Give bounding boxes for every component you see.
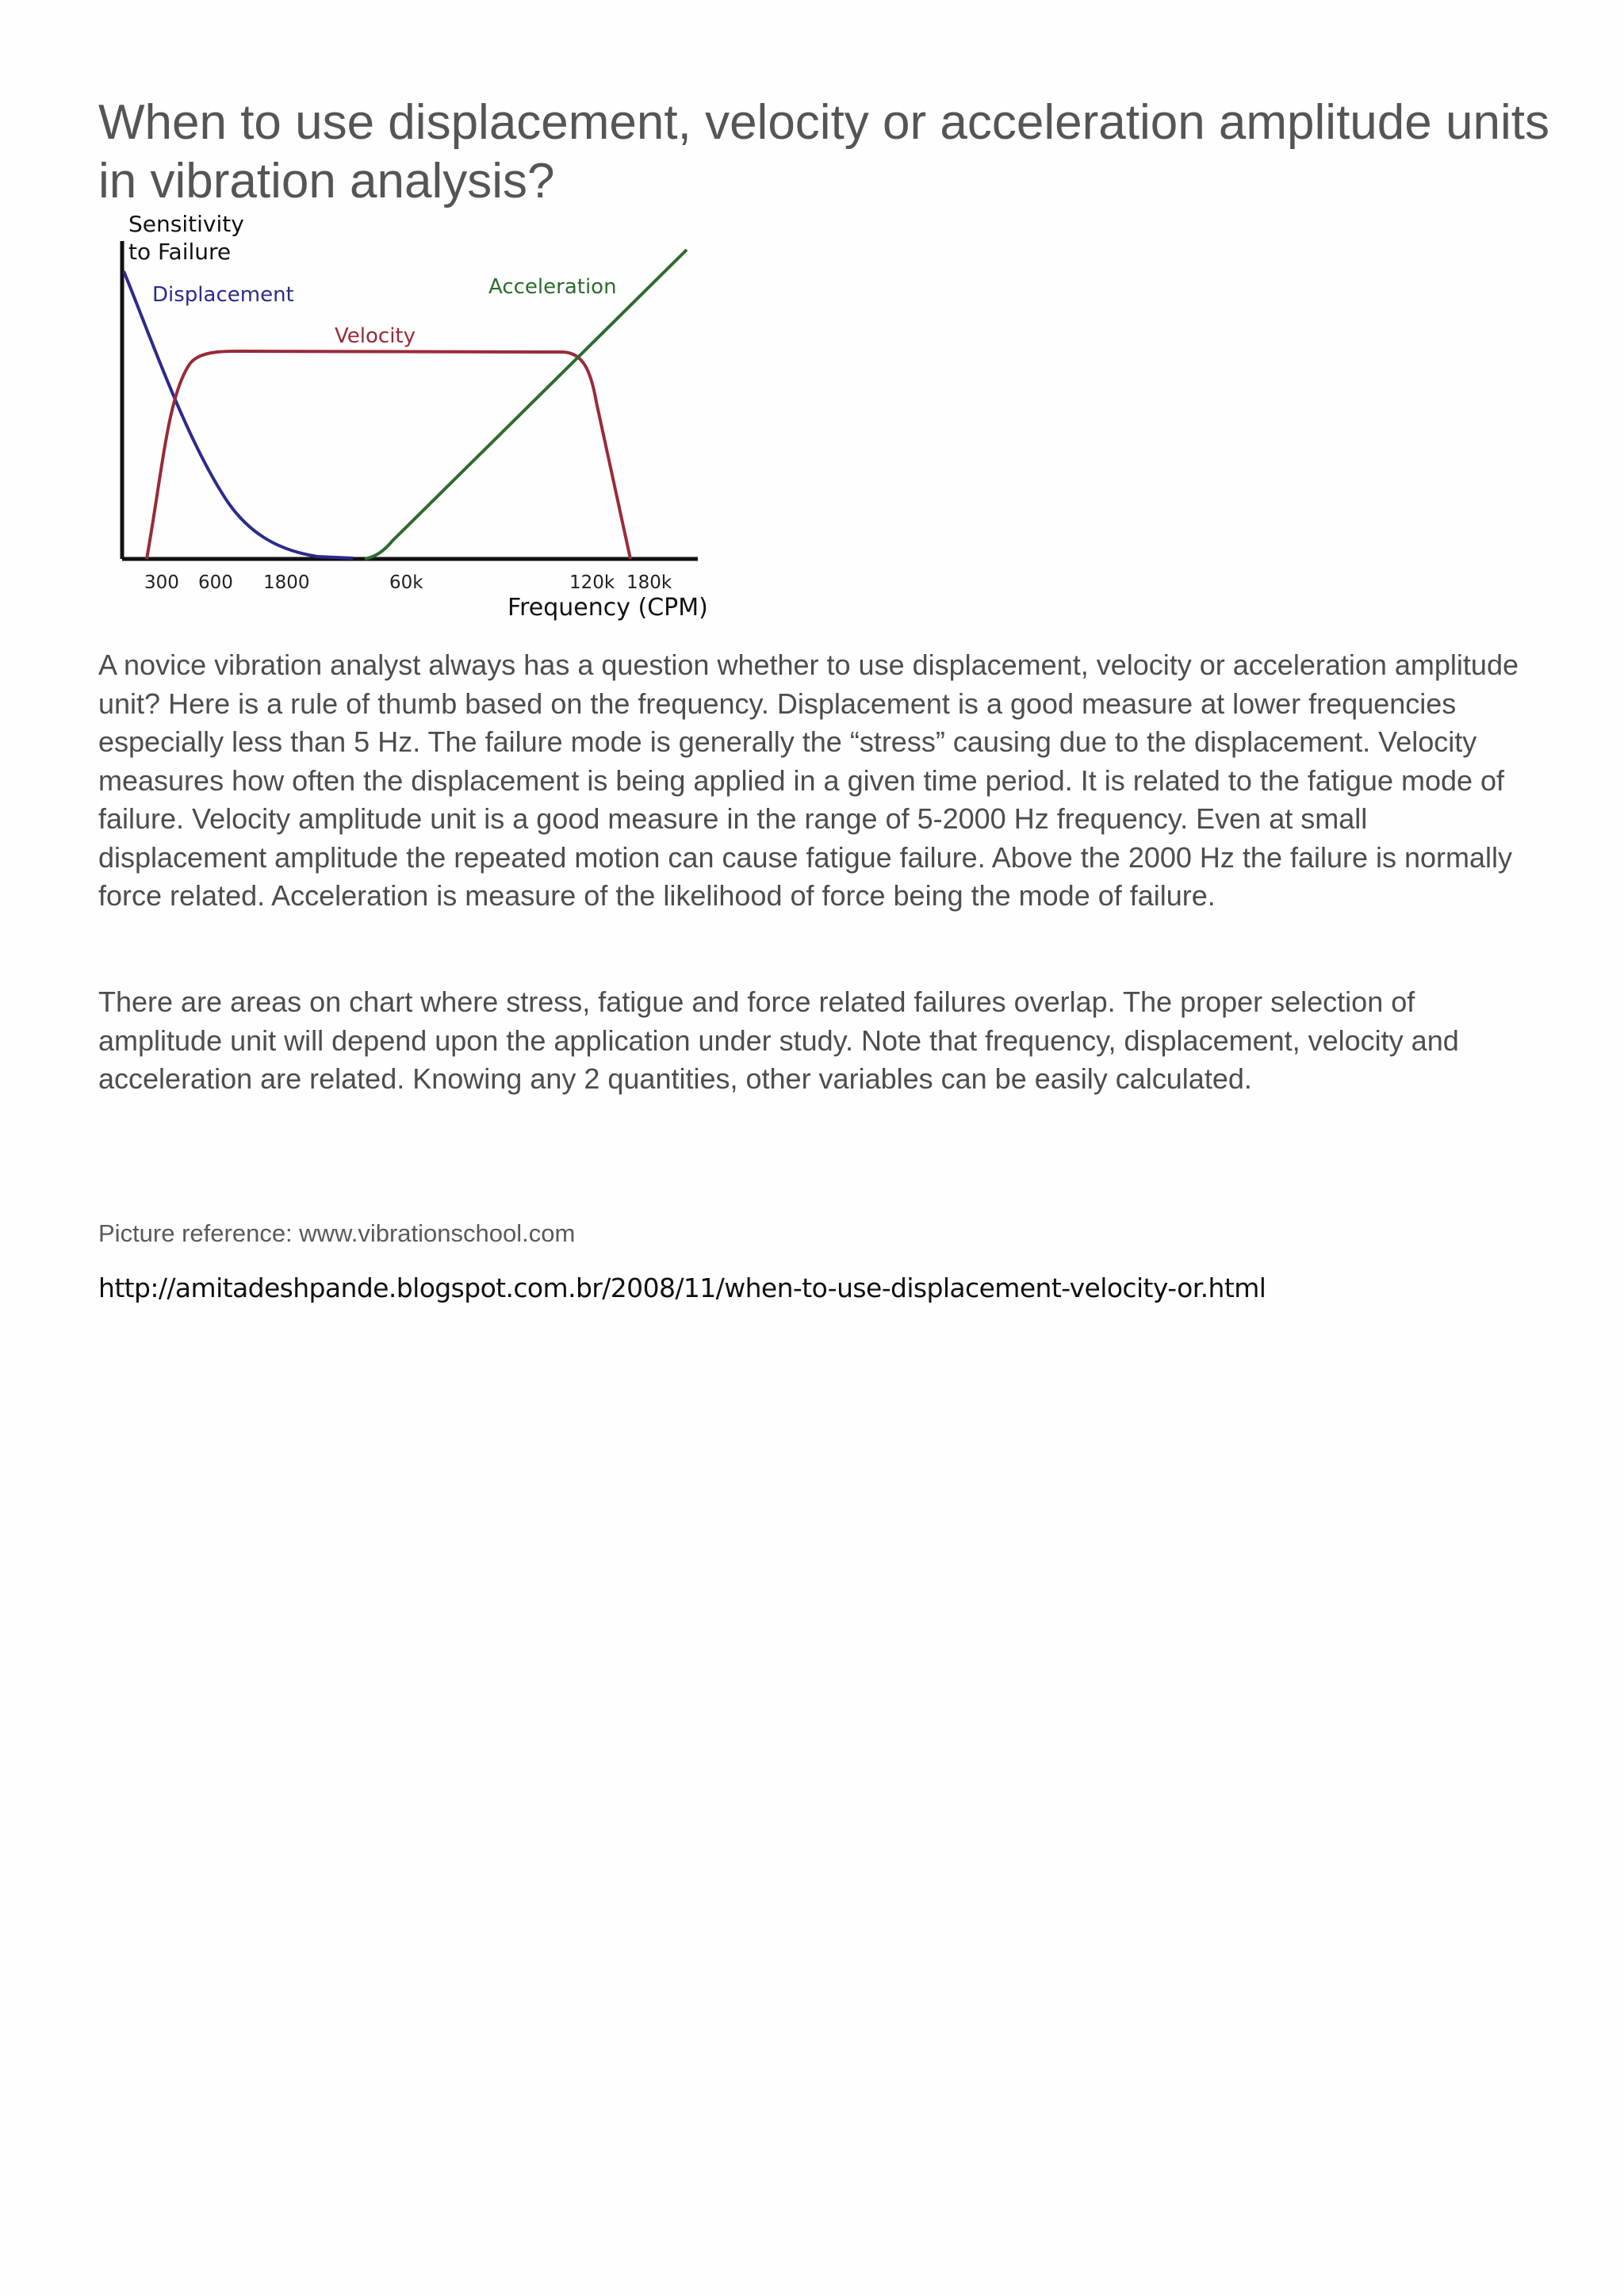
paragraph-overlap: There are areas on chart where stress, fatigue and force related failures overlap. The proper selection of amplitude unit will depend upon the application under study. Note that frequency, displacement, velocity and acceleration are related. Knowing any 2 quantities, other variables can be easily calculated. [98, 985, 1459, 1095]
sensitivity-chart-svg [111, 208, 730, 628]
source-url: http://amitadeshpande.blogspot.com.br/2008/11/when-to-use-displacement-velocity-or.html [98, 1272, 1266, 1303]
velocity-curve [147, 351, 630, 559]
x-tick-label: 1800 [263, 572, 310, 593]
x-tick-label: 300 [144, 572, 179, 593]
x-tick-label: 180k [626, 572, 672, 593]
x-axis-label: Frequency (CPM) [508, 594, 708, 622]
x-tick-label: 600 [198, 572, 233, 593]
y-axis-label-line2: to Failure [128, 239, 232, 265]
picture-reference: Picture reference: www.vibrationschool.com [98, 1219, 576, 1247]
x-tick-label: 60k [389, 572, 423, 593]
series-label-displacement: Displacement [152, 283, 294, 307]
paragraph-intro: A novice vibration analyst always has a question whether to use displacement, velocity or acceleration amplitude unit? Here is a rule of thumb based on the frequency. Displacement is a good measure at lower frequencies especially less than 5 Hz. The failure mode is generally the “stress” causing due to the displacement. Velocity measures how often the displacement is being applied in a given time period. It is related to the fatigue mode of failure. Velocity amplitude unit is a good measure in the range of 5-2000 Hz frequency. Even at small displacement amplitude the repeated motion can cause fatigue failure. Above the 2000 Hz the failure is normally force related. Acceleration is measure of the likelihood of force being the mode of failure. [98, 649, 1519, 912]
series-label-acceleration: Acceleration [488, 275, 617, 299]
displacement-curve [124, 271, 353, 558]
series-label-velocity: Velocity [335, 324, 416, 348]
x-tick-label: 120k [569, 572, 615, 593]
sensitivity-chart-figure [111, 208, 730, 628]
page-title: When to use displacement, velocity or acceleration amplitude units in vibration analysis? [98, 95, 1549, 209]
y-axis-label-line1: Sensitivity [128, 211, 244, 237]
